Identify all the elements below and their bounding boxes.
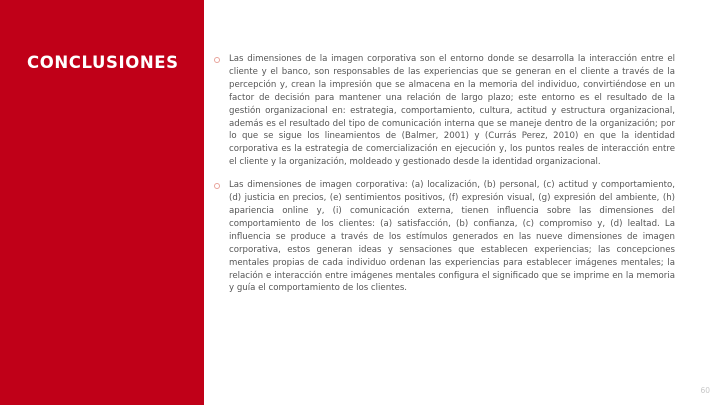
bullet-text: Las dimensiones de la imagen corporativa son el entorno donde se desarrolla la interacción entre el cliente y el banco, son responsables de las experiencias que se generan en el cliente a través de la percepción y, crean la impresión que se almacena en la memoria del individuo, convirtiéndose en un factor de decisión para mantener una relación de largo plazo; este entorno es el resultado de la gestión organizacional en: estrategia, comportamiento, cultura, actitud y estructura organizacional, además es el resultado del tipo de comunicación interna que se maneje dentro de la organización; por lo que se sigue los lineamientos de (Balmer, 2001) y (Currás Perez, 2010) en que la identidad corporativa es la estrategia de comercialización en ejecución y, los puntos reales de interacción entre el cliente y la organización, moldeado y gestionado desde la identidad organizacional.: [229, 54, 675, 168]
slide-title: CONCLUSIONES: [27, 53, 179, 72]
bullet-circle-icon: [214, 183, 220, 189]
bullet-item: [213, 53, 675, 169]
bullet-text: Las dimensiones de imagen corporativa: (a) localización, (b) personal, (c) actitud y comportamiento, (d) justicia en precios, (e) sentimientos positivos, (f) expresión visual, (g) expresión del ambiente, (h) apariencia online y, (i) comunicación externa, tienen influencia sobre las dimensiones del comportamiento de los clientes: (a) satisfacción, (b) confianza, (c) compromiso y, (d) lealtad. La influencia se produce a través de los estímulos generados en las nueve dimensiones de imagen corporativa, estos generan ideas y sensaciones que establecen experiencias; las concepciones mentales propias de cada individuo ordenan las experiencias para establecer imágenes mentales; la relación e interacción entre imágenes mentales configura el significado que se imprime en la memoria y guía el comportamiento de los clientes.: [229, 180, 675, 294]
bullet-item: [213, 179, 675, 295]
bullet-circle-icon: [214, 57, 220, 63]
left-accent-panel: [0, 0, 204, 405]
content-area: [213, 53, 675, 295]
page-number: 60: [700, 386, 710, 395]
